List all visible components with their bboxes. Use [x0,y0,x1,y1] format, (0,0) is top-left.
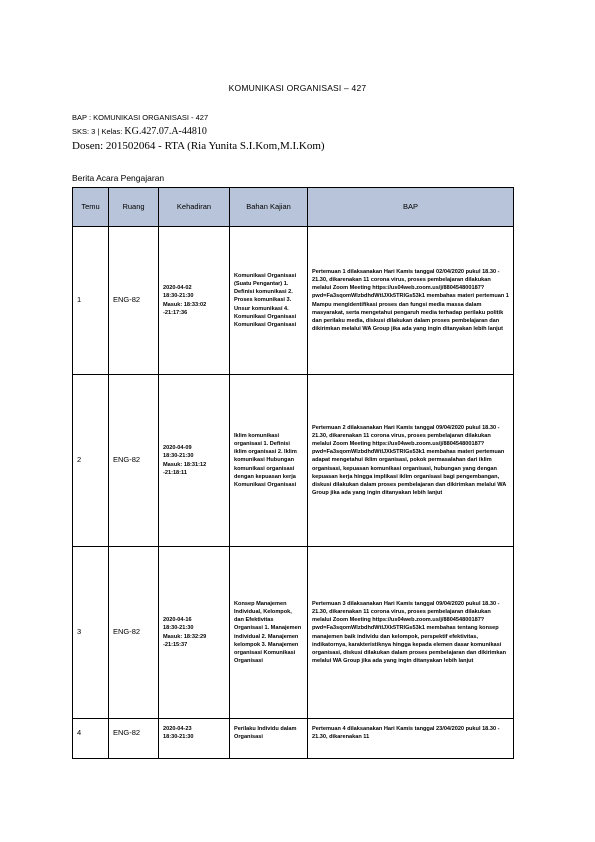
bap-cell: Pertemuan 2 dilaksanakan Hari Kamis tanggal 09/04/2020 pukul 18.30 - 21.30, dikarenakan 11 corona virus, proses pembelajaran dilakukan melalui Zoom Meeting https://us04web.zoom.us/j/880454800187?pwd=Fa3sqomWlzbdhdWtlJXk5TRlGs53k1 membahas materi pertemuan adapat mengetahui iklim organisasi, pokok permasalahan dari iklim organisasi, kepuasan komunikasi organisasi, hubungan yang dengan kepuasan kerja hingga implikasi iklim organisasi bagi pengembangan, diskusi dilakukan dalam proses pembelajaran dan dikirimkan melalui WA Group jika ada yang ingin ditanyakan lebih lanjut [308,375,514,547]
header-temu: Temu [73,188,109,227]
kehadiran-cell: 2020-04-09 18:30-21:30 Masuk: 18:31:12 -21:18:11 [159,375,230,547]
table-row [73,719,514,759]
header-bahan-kajian: Bahan Kajian [230,188,308,227]
bahan-kajian-cell: Konsep Manajemen Individual, Kelompok, dan Efektivitas Organisasi 1. Manajemen individual 2. Manajemen kelompok 3. Manajemen organisasi Komunikasi Organisasi [230,547,308,719]
bahan-kajian-cell: Perilaku Individu dalam Organisasi [230,719,308,759]
bap-cell: Pertemuan 4 dilaksanakan Hari Kamis tanggal 23/04/2020 pukul 18.30 - 21.30, dikarenakan 11 [308,719,514,759]
table-row [73,227,514,375]
temu-cell: 1 [73,227,109,375]
bap-cell: Pertemuan 3 dilaksanakan Hari Kamis tanggal 09/04/2020 pukul 18.30 - 21.30, dikarenakan 11 corona virus, proses pembelajaran dilakukan melalui Zoom Meeting https://us04web.zoom.us/j/880454800187?pwd=Fa3sqomWlzbdhdWtlJXk5TRlGs53k1 membahas tentang konsep manajemen baik individu dan kelompok, perspektif efektivitas, indikatornya, karakteristiknya hingga kepada elemen dasar komunikasi organisasi, diskusi dilakukan dalam proses pembelajaran dan dikirimkan melalui WA Group jika ada yang ingin ditanyakan lebih lanjut [308,547,514,719]
kehadiran-cell: 2020-04-16 18:30-21:30 Masuk: 18:32:29 -21:15:37 [159,547,230,719]
bap-table [72,187,514,759]
table-header-row [73,188,514,227]
kelas-value: KG.427.07.A-44810 [124,126,207,137]
temu-cell: 4 [73,719,109,759]
bap-cell: Pertemuan 1 dilaksanakan Hari Kamis tanggal 02/04/2020 pukul 18.30 - 21.30, dikarenakan 11 corona virus, proses pembelajaran dilakukan melalui Zoom Meeting https://us04web.zoom.us/j/880454800187?pwd=Fa3sqomWlzbdhdWtlJXk5TRlGs53k1 membahas materi pertemuan 1 Mampu mengidentifikasi proses dan fungsi media massa dalam masyarakat, serta mengetahui pengaruh media terhadap perilaku politik dan perilaku media, diskusi dilakukan dalam proses pembelajaran dan dikirimkan melalui WA Group jika ada yang ingin ditanyakan lebih lanjut [308,227,514,375]
document-title: KOMUNIKASI ORGANISASI – 427 [228,83,367,93]
ruang-cell: ENG-82 [109,227,159,375]
table-row [73,375,514,547]
dosen-line: Dosen: 201502064 - RTA (Ria Yunita S.I.Kom,M.I.Kom) [72,140,325,152]
header-kehadiran: Kehadiran [159,188,230,227]
kehadiran-cell: 2020-04-23 18:30-21:30 [159,719,230,759]
kehadiran-cell: 2020-04-02 18:30-21:30 Masuk: 18:33:02 -21:17:36 [159,227,230,375]
bahan-kajian-cell: Komunikasi Organisasi (Suatu Pengantar) 1. Definisi komunikasi 2. Proses komunikasi 3. Unsur komunikasi 4. Komunikasi Organisasi Komunikasi Organisasi [230,227,308,375]
bahan-kajian-cell: Iklim komunikasi organisasi 1. Definisi iklim organisasi 2. Iklim komunikasi Hubungan komunikasi organisasi dengan kepuasan kerja Komunikasi Organisasi [230,375,308,547]
header-ruang: Ruang [109,188,159,227]
temu-cell: 2 [73,375,109,547]
temu-cell: 3 [73,547,109,719]
ruang-cell: ENG-82 [109,719,159,759]
sks-kelas-line [72,126,207,137]
sks-label: SKS: 3 | Kelas: [72,127,125,136]
section-title: Berita Acara Pengajaran [72,173,165,183]
bap-line: BAP : KOMUNIKASI ORGANISASI - 427 [72,113,209,122]
ruang-cell: ENG-82 [109,547,159,719]
ruang-cell: ENG-82 [109,375,159,547]
header-bap: BAP [308,188,514,227]
table-row [73,547,514,719]
